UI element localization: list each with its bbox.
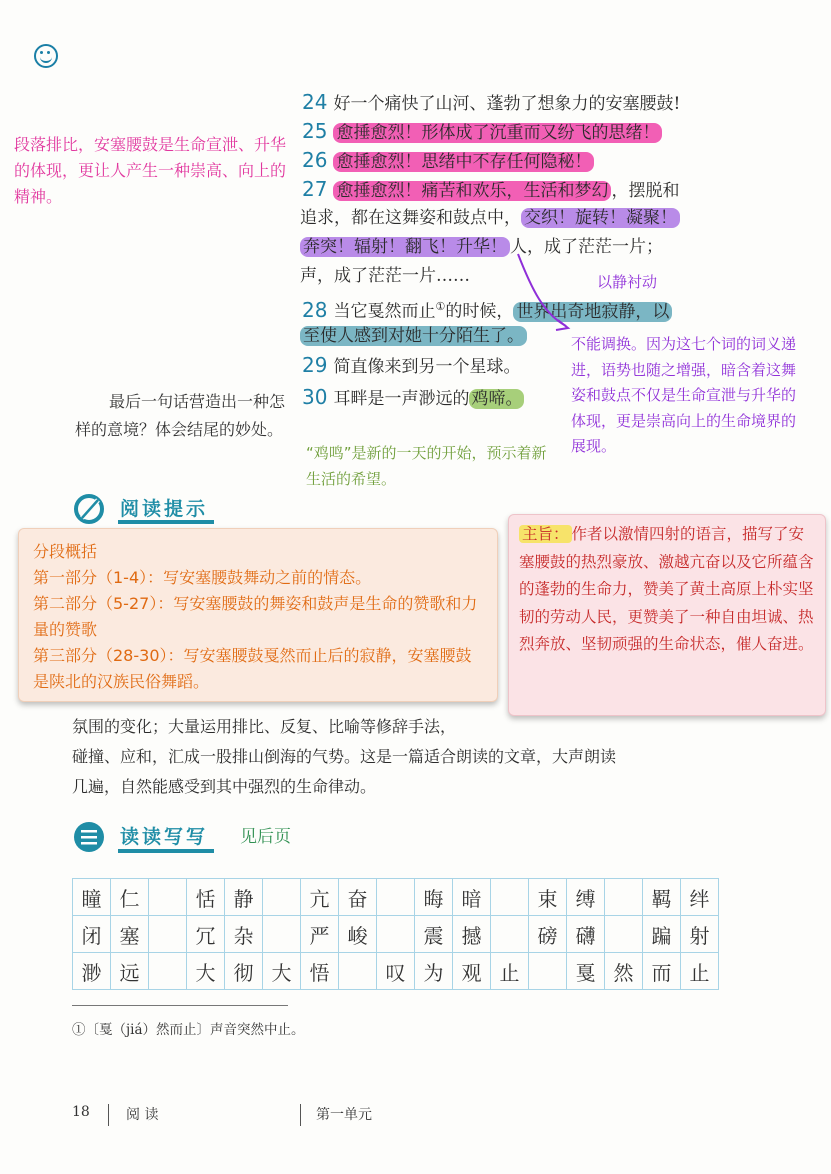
text-segment: ，摆脱和	[611, 181, 680, 201]
text-segment: 当它戛然而止	[333, 301, 436, 322]
footnote-rule	[72, 1005, 288, 1006]
text-line	[300, 204, 680, 232]
read-write-icon	[72, 820, 106, 854]
vocab-cell: 磅	[529, 916, 567, 953]
vocab-cell	[529, 953, 567, 990]
footer-divider	[300, 1104, 301, 1126]
vocab-cell: 悟	[301, 953, 339, 990]
highlight-pink: 愈捶愈烈！痛苦和欢乐，生活和梦幻	[333, 181, 611, 201]
vocab-cell: 戛	[567, 953, 605, 990]
vocab-cell: 杂	[225, 916, 263, 953]
text-segment: 人，成了茫茫一片；	[510, 237, 663, 257]
vocab-cell: 大	[263, 953, 301, 990]
footer-section: 阅 读	[126, 1107, 159, 1123]
text-segment: 耳畔是一声渺远的	[333, 389, 470, 409]
vocab-cell: 而	[643, 953, 681, 990]
vocab-cell	[491, 916, 529, 953]
paragraph-number: 25	[302, 119, 328, 143]
vocab-cell	[339, 953, 377, 990]
vocab-cell: 塞	[111, 916, 149, 953]
text-line	[300, 262, 470, 290]
theme-card	[508, 514, 826, 716]
vocab-cell	[149, 879, 187, 916]
paragraph-number: 29	[302, 353, 328, 377]
text-line	[302, 383, 524, 413]
vocab-cell: 瞳	[73, 879, 111, 916]
paragraph-number: 26	[302, 148, 328, 172]
read-write-note: 见后页	[240, 827, 291, 847]
paragraph-number: 27	[302, 177, 328, 201]
page-number: 18	[72, 1104, 90, 1120]
smiley-icon	[34, 44, 58, 68]
vocab-cell: 羁	[643, 879, 681, 916]
summary-line: 第三部分（28-30）：写安塞腰鼓戛然而止后的寂静，安塞腰鼓是陕北的汉族民俗舞蹈。	[33, 646, 472, 691]
reading-tips-title: 阅读提示	[120, 498, 209, 520]
vocab-cell: 叹	[377, 953, 415, 990]
text-line	[300, 322, 527, 350]
note-pink: 段落排比，安塞腰鼓是生命宣泄、升华的体现，更让人产生一种崇高、向上的精神。	[14, 135, 287, 206]
vocab-cell: 蹁	[643, 916, 681, 953]
vocab-cell: 仁	[111, 879, 149, 916]
highlight-purple: 交织！旋转！凝聚！	[521, 208, 680, 228]
highlight-pink: 愈捶愈烈！形体成了沉重而又纷飞的思绪！	[333, 123, 662, 143]
vocab-cell: 峻	[339, 916, 377, 953]
text-line	[300, 233, 663, 261]
tips-paragraph	[72, 712, 732, 802]
footer-divider	[108, 1104, 109, 1126]
summary-card	[18, 528, 498, 702]
highlight-green: 鸡啼。	[471, 389, 523, 409]
text-segment: 的时候，	[445, 301, 514, 322]
highlight-teal: 世界出奇地寂静，以	[513, 302, 672, 322]
vocab-cell	[263, 916, 301, 953]
vocab-cell	[263, 879, 301, 916]
paragraph-number: 28	[302, 297, 328, 322]
vocab-cell: 撼	[453, 916, 491, 953]
vocab-cell: 静	[225, 879, 263, 916]
title-underline	[118, 849, 214, 853]
theme-text: 作者以激情四射的语言，描写了安塞腰鼓的热烈豪放、激越亢奋以及它所蕴含的蓬勃的生命力，赞美了黄土高原上朴实坚韧的劳动人民，更赞美了一种自由坦诚、热烈奔放、坚韧顽强的生命状态，催人奋进。	[519, 525, 814, 653]
note-contrast: 以静衬动	[597, 273, 658, 291]
summary-line: 第一部分（1-4）：写安塞腰鼓舞动之前的情态。	[33, 568, 372, 587]
arrow-icon	[510, 250, 580, 340]
text-line	[302, 293, 672, 326]
text-segment: 好一个痛快了山河、蓬勃了想象力的安塞腰鼓!	[333, 94, 681, 114]
text-line	[302, 146, 594, 176]
vocab-cell: 大	[187, 953, 225, 990]
tips-line: 碰撞、应和，汇成一股排山倒海的气势。这是一篇适合朗读的文章，大声朗读	[72, 747, 617, 766]
footnote: ①〔戛（jiá）然而止〕声音突然中止。	[72, 1022, 305, 1038]
vocab-cell	[149, 953, 187, 990]
vocab-cell: 射	[681, 916, 719, 953]
vocab-grid	[72, 878, 719, 990]
text-line	[302, 351, 520, 381]
tips-line: 氛围的变化；大量运用排比、反复、比喻等修辞手法，	[72, 717, 457, 736]
vocab-cell: 闭	[73, 916, 111, 953]
vocab-cell: 暗	[453, 879, 491, 916]
vocab-cell: 止	[681, 953, 719, 990]
vocab-cell: 绊	[681, 879, 719, 916]
vocab-cell: 缚	[567, 879, 605, 916]
summary-line: 第二部分（5-27）：写安塞腰鼓的舞姿和鼓声是生命的赞歌和力量的赞歌	[33, 594, 478, 639]
vocab-cell: 礴	[567, 916, 605, 953]
vocab-cell: 彻	[225, 953, 263, 990]
text-line	[302, 117, 662, 147]
text-segment: 追求，都在这舞姿和鼓点中，	[300, 208, 521, 228]
vocab-cell: 严	[301, 916, 339, 953]
vocab-cell	[377, 916, 415, 953]
read-write-title: 读读写写	[120, 826, 209, 848]
highlight-pink: 愈捶愈烈！思绪中不存任何隐秘！	[333, 152, 594, 172]
title-underline	[118, 520, 214, 524]
summary-heading: 分段概括	[33, 542, 98, 561]
footer-unit: 第一单元	[316, 1107, 372, 1123]
vocab-cell: 渺	[73, 953, 111, 990]
vocab-cell: 晦	[415, 879, 453, 916]
vocab-cell: 远	[111, 953, 149, 990]
note-purple: 不能调换。因为这七个词的词义递进，语势也随之增强，暗含着这舞姿和鼓点不仅是生命宣泄与升华的体现，更是崇高向上的生命境界的展现。	[571, 335, 797, 455]
vocab-cell	[605, 879, 643, 916]
vocab-cell: 束	[529, 879, 567, 916]
text-segment: 声，成了茫茫一片……	[300, 266, 470, 286]
highlight-purple: 奔突！辐射！翻飞！升华！	[300, 237, 510, 257]
vocab-cell: 亢	[301, 879, 339, 916]
vocab-cell: 观	[453, 953, 491, 990]
text-segment: ①	[435, 300, 446, 313]
paragraph-number: 24	[302, 90, 328, 114]
vocab-row	[73, 879, 719, 916]
vocab-cell: 为	[415, 953, 453, 990]
vocab-row	[73, 916, 719, 953]
vocab-cell: 然	[605, 953, 643, 990]
tips-line: 几遍，自然能感受到其中强烈的生命律动。	[72, 777, 377, 796]
text-line	[302, 88, 680, 118]
theme-label: 主旨：	[519, 525, 572, 543]
side-question: 最后一句话营造出一种怎样的意境？体会结尾的妙处。	[75, 392, 286, 439]
vocab-cell	[149, 916, 187, 953]
text-line	[302, 175, 679, 205]
note-green: “鸡鸣”是新的一天的开始，预示着新生活的希望。	[306, 444, 547, 488]
vocab-cell	[491, 879, 529, 916]
paragraph-number: 30	[302, 385, 328, 409]
vocab-cell: 震	[415, 916, 453, 953]
vocab-cell: 奋	[339, 879, 377, 916]
highlight-teal: 至使人感到对她十分陌生了。	[300, 326, 527, 346]
vocab-cell: 止	[491, 953, 529, 990]
vocab-cell: 恬	[187, 879, 225, 916]
vocab-row	[73, 953, 719, 990]
vocab-cell: 冗	[187, 916, 225, 953]
text-segment: 简直像来到另一个星球。	[333, 357, 521, 377]
reading-tips-icon	[72, 492, 106, 526]
vocab-cell	[605, 916, 643, 953]
vocab-cell	[377, 879, 415, 916]
